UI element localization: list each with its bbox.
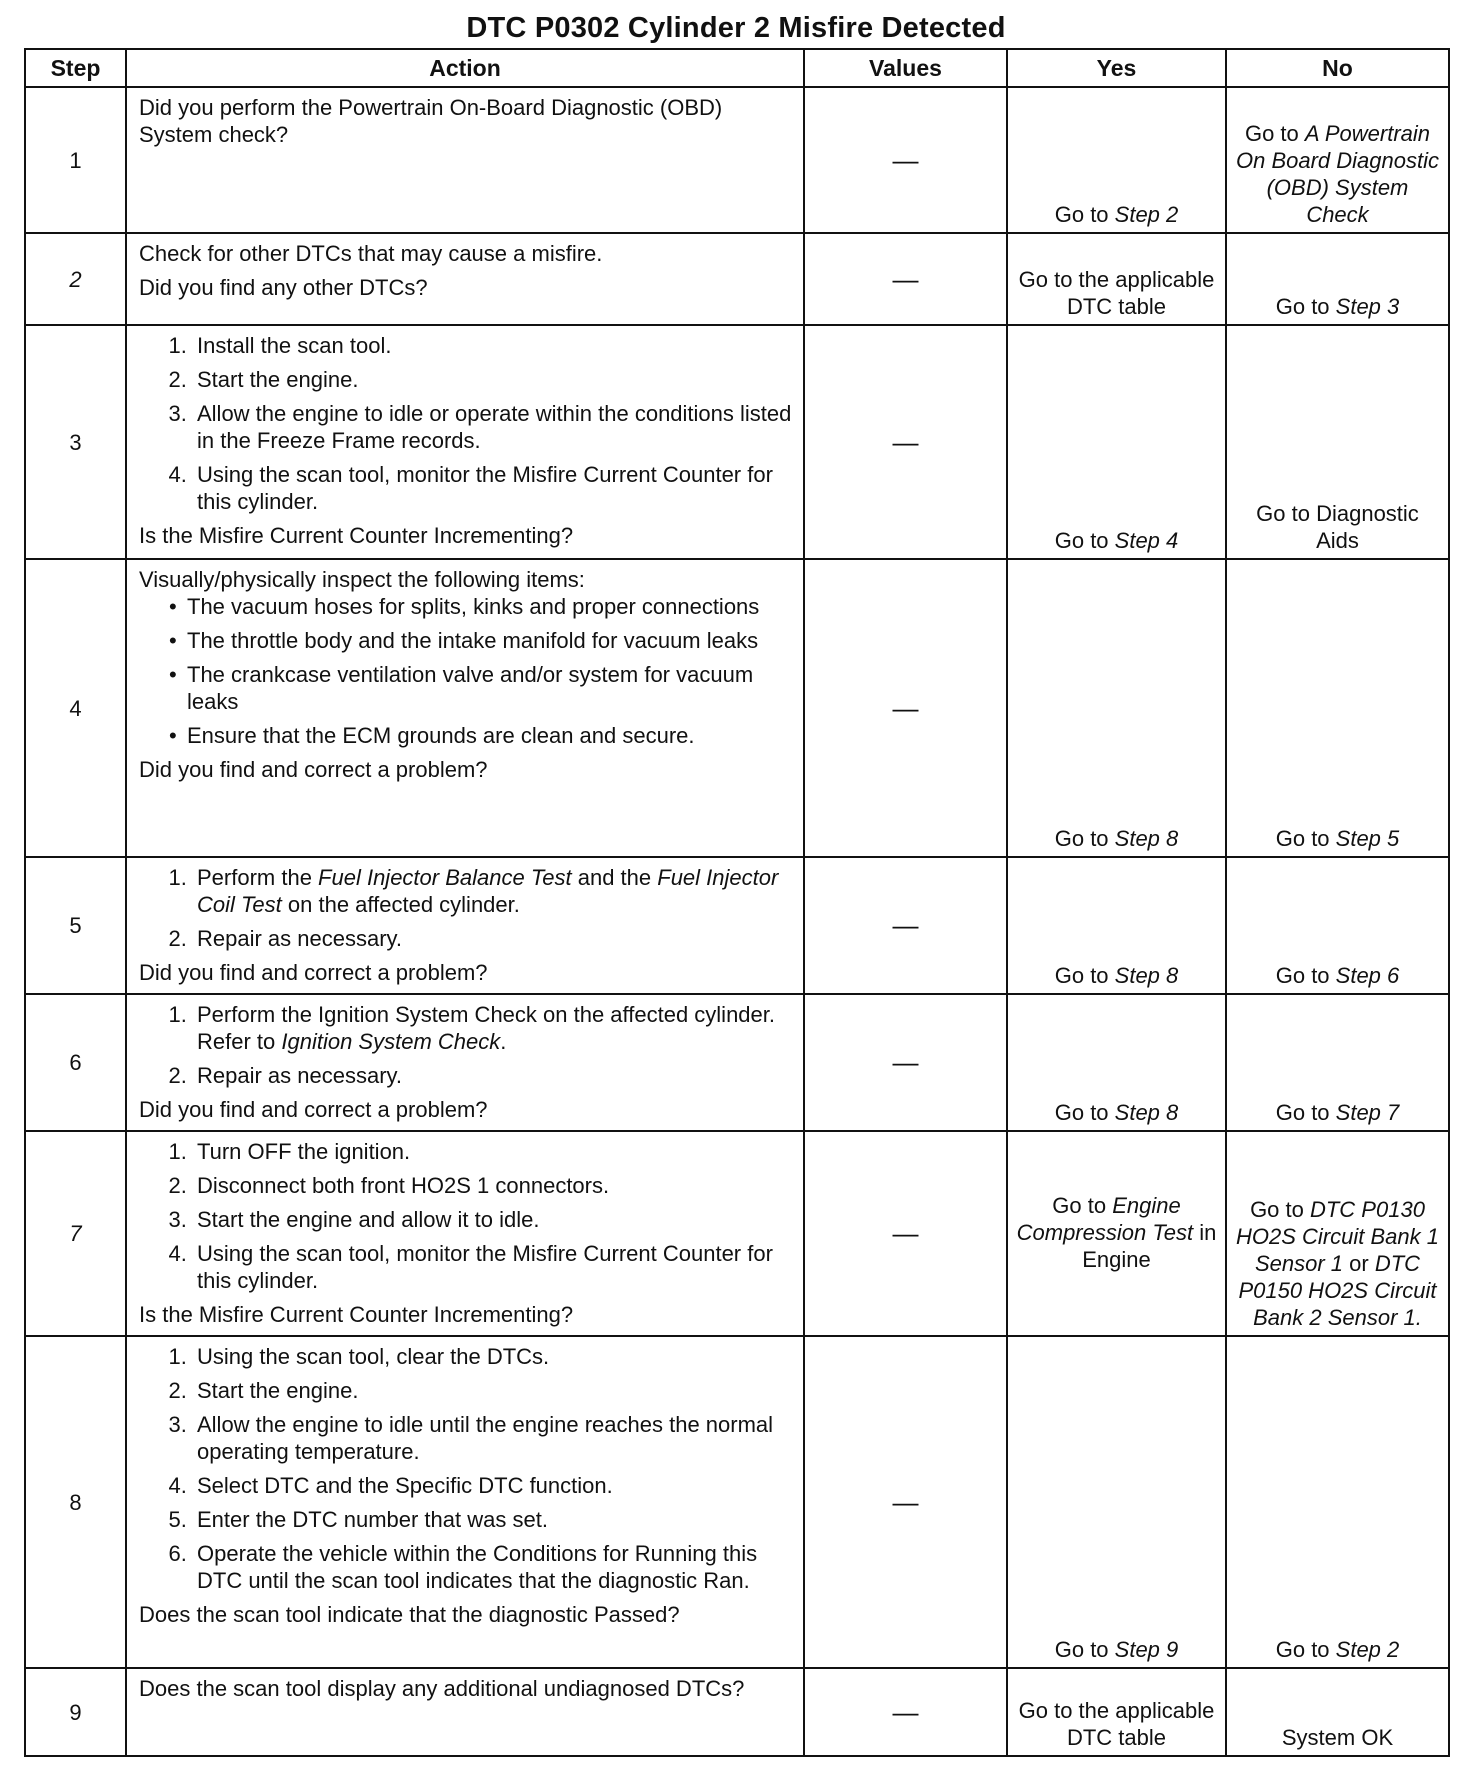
italic-reference: Fuel Injector Coil Test	[197, 865, 779, 917]
text-run: Enter the DTC number that was set.	[197, 1507, 548, 1532]
italic-reference: Step 5	[1335, 826, 1400, 851]
list-item	[193, 1343, 793, 1370]
italic-reference: Engine Compression Test	[1016, 1193, 1194, 1245]
numbered-list	[139, 864, 793, 952]
no-cell	[1226, 994, 1449, 1131]
text-run: Go to	[1054, 826, 1115, 851]
list-item	[193, 1001, 793, 1055]
action-cell	[126, 994, 804, 1131]
italic-reference: Step 8	[1114, 826, 1179, 851]
action-cell	[126, 1336, 804, 1668]
text-run: Go to	[1275, 826, 1336, 851]
text-run: Operate the vehicle within the Conditions for Running this DTC until the scan tool indicates that the diagnostic Ran.	[197, 1541, 758, 1593]
yes-cell	[1007, 994, 1226, 1131]
text-run: Perform the Ignition System Check on the affected cylinder. Refer to	[197, 1002, 776, 1054]
yes-cell	[1007, 857, 1226, 994]
yes-cell	[1007, 233, 1226, 325]
text-run: Repair as necessary.	[197, 926, 403, 951]
text-run: in Engine	[1082, 1220, 1217, 1272]
yes-cell	[1007, 87, 1226, 233]
list-item	[193, 1062, 793, 1089]
text-run: Allow the engine to idle until the engine reaches the normal operating temperature.	[197, 1412, 774, 1464]
numbered-list	[139, 1001, 793, 1089]
text-run: Install the scan tool.	[197, 333, 392, 358]
list-item	[187, 593, 793, 620]
table-header-row	[25, 49, 1449, 87]
text-run: Go to the applicable DTC table	[1018, 1698, 1215, 1750]
text-run: Go to	[1054, 528, 1115, 553]
italic-reference: Step 8	[1114, 1100, 1179, 1125]
column-header-action: Action	[126, 49, 804, 87]
list-item	[193, 1411, 793, 1465]
no-cell	[1226, 233, 1449, 325]
no-cell	[1226, 325, 1449, 559]
list-item	[193, 366, 793, 393]
list-item	[187, 722, 793, 749]
action-text: Visually/physically inspect the following items:	[139, 567, 585, 592]
action-text: Does the scan tool indicate that the diagnostic Passed?	[139, 1602, 680, 1627]
action-cell	[126, 325, 804, 559]
text-run: Turn OFF the ignition.	[197, 1139, 411, 1164]
values-cell: —	[804, 994, 1007, 1131]
italic-reference: Step 6	[1335, 963, 1400, 988]
text-run: Using the scan tool, monitor the Misfire Current Counter for this cylinder.	[197, 462, 773, 514]
list-item	[193, 1377, 793, 1404]
table-row	[25, 857, 1449, 994]
text-run: and the	[571, 865, 658, 890]
text-run: Go to	[1054, 202, 1115, 227]
text-run: Ensure that the ECM grounds are clean and secure.	[187, 723, 695, 748]
text-run: Go to	[1275, 1100, 1336, 1125]
numbered-list	[139, 1343, 793, 1594]
no-cell	[1226, 1668, 1449, 1756]
yes-cell	[1007, 559, 1226, 857]
yes-cell	[1007, 1131, 1226, 1336]
list-item	[193, 1540, 793, 1594]
action-text: Did you find and correct a problem?	[139, 1097, 488, 1122]
action-cell	[126, 233, 804, 325]
step-number: 8	[25, 1336, 126, 1668]
italic-reference: Ignition System Check	[281, 1029, 501, 1054]
no-cell	[1226, 1131, 1449, 1336]
italic-reference: Step 4	[1114, 528, 1179, 553]
text-run: The crankcase ventilation valve and/or system for vacuum leaks	[187, 662, 754, 714]
step-number: 5	[25, 857, 126, 994]
text-run: Disconnect both front HO2S 1 connectors.	[197, 1173, 610, 1198]
action-text: Did you find and correct a problem?	[139, 757, 488, 782]
text-run: .	[500, 1029, 507, 1054]
action-text: Does the scan tool display any additional undiagnosed DTCs?	[139, 1676, 745, 1701]
action-cell	[126, 857, 804, 994]
table-row	[25, 1336, 1449, 1668]
text-run: Go to	[1054, 1100, 1115, 1125]
no-cell	[1226, 559, 1449, 857]
text-run: Go to	[1275, 963, 1336, 988]
italic-reference: Step 2	[1114, 202, 1179, 227]
text-run: Go to	[1244, 121, 1305, 146]
table-row	[25, 87, 1449, 233]
text-run: The throttle body and the intake manifold for vacuum leaks	[187, 628, 759, 653]
text-run: Start the engine.	[197, 367, 359, 392]
text-run: Using the scan tool, clear the DTCs.	[197, 1344, 550, 1369]
action-cell	[126, 87, 804, 233]
column-header-no: No	[1226, 49, 1449, 87]
text-run: Using the scan tool, monitor the Misfire Current Counter for this cylinder.	[197, 1241, 773, 1293]
text-run: Go to	[1250, 1197, 1310, 1222]
action-cell	[126, 559, 804, 857]
table-row	[25, 1131, 1449, 1336]
yes-cell	[1007, 325, 1226, 559]
action-text: Is the Misfire Current Counter Incrementing?	[139, 523, 574, 548]
no-cell	[1226, 857, 1449, 994]
list-item	[193, 1240, 793, 1294]
text-run: System OK	[1281, 1725, 1394, 1750]
no-cell	[1226, 1336, 1449, 1668]
text-run: Go to	[1275, 1637, 1336, 1662]
values-cell: —	[804, 559, 1007, 857]
column-header-values: Values	[804, 49, 1007, 87]
diagnostic-table	[24, 48, 1450, 1757]
italic-reference: Step 9	[1114, 1637, 1179, 1662]
action-text: Did you find and correct a problem?	[139, 960, 488, 985]
page-title: DTC P0302 Cylinder 2 Misfire Detected	[466, 12, 1006, 44]
text-run: Select DTC and the Specific DTC function.	[197, 1473, 613, 1498]
action-cell	[126, 1131, 804, 1336]
step-number: 3	[25, 325, 126, 559]
text-run: Go to Diagnostic Aids	[1256, 501, 1419, 553]
values-cell: —	[804, 1336, 1007, 1668]
list-item	[193, 1172, 793, 1199]
table-row	[25, 1668, 1449, 1756]
values-cell: —	[804, 1668, 1007, 1756]
text-run: Start the engine and allow it to idle.	[197, 1207, 540, 1232]
action-text: Check for other DTCs that may cause a misfire.	[139, 241, 603, 266]
values-cell: —	[804, 325, 1007, 559]
text-run: Go to	[1275, 294, 1336, 319]
action-text: Is the Misfire Current Counter Incrementing?	[139, 1302, 574, 1327]
list-item	[193, 332, 793, 359]
list-item	[193, 864, 793, 918]
italic-reference: Fuel Injector Balance Test	[318, 865, 572, 890]
yes-cell	[1007, 1668, 1226, 1756]
step-number: 4	[25, 559, 126, 857]
list-item	[193, 1506, 793, 1533]
step-number: 9	[25, 1668, 126, 1756]
text-run: on the affected cylinder.	[281, 892, 520, 917]
numbered-list	[139, 332, 793, 515]
list-item	[193, 925, 793, 952]
values-cell: —	[804, 233, 1007, 325]
column-header-yes: Yes	[1007, 49, 1226, 87]
values-cell: —	[804, 1131, 1007, 1336]
italic-reference: Step 3	[1335, 294, 1400, 319]
text-run: Repair as necessary.	[197, 1063, 403, 1088]
bulleted-list	[139, 593, 793, 749]
table-row	[25, 559, 1449, 857]
italic-reference: DTC P0150 HO2S Circuit Bank 2 Sensor 1.	[1238, 1251, 1437, 1330]
text-run: The vacuum hoses for splits, kinks and proper connections	[187, 594, 760, 619]
list-item	[193, 461, 793, 515]
list-item	[193, 400, 793, 454]
column-header-step: Step	[25, 49, 126, 87]
step-number: 2	[25, 233, 126, 325]
step-number: 7	[25, 1131, 126, 1336]
list-item	[193, 1138, 793, 1165]
text-run: Go to	[1054, 963, 1115, 988]
text-run: Perform the	[197, 865, 319, 890]
text-run: Start the engine.	[197, 1378, 359, 1403]
table-row	[25, 994, 1449, 1131]
text-run: or	[1343, 1251, 1375, 1276]
list-item	[193, 1206, 793, 1233]
list-item	[193, 1472, 793, 1499]
values-cell: —	[804, 87, 1007, 233]
italic-reference: Step 2	[1335, 1637, 1400, 1662]
list-item	[187, 627, 793, 654]
text-run: Go to	[1052, 1193, 1113, 1218]
italic-reference: DTC P0130 HO2S Circuit Bank 1 Sensor 1	[1236, 1197, 1439, 1276]
text-run: Go to the applicable DTC table	[1018, 267, 1215, 319]
text-run: Allow the engine to idle or operate within the conditions listed in the Freeze Frame records.	[197, 401, 792, 453]
table-row	[25, 233, 1449, 325]
action-text: Did you find any other DTCs?	[139, 275, 428, 300]
action-cell	[126, 1668, 804, 1756]
step-number: 1	[25, 87, 126, 233]
list-item	[187, 661, 793, 715]
text-run: Go to	[1054, 1637, 1115, 1662]
yes-cell	[1007, 1336, 1226, 1668]
step-number: 6	[25, 994, 126, 1131]
table-row	[25, 325, 1449, 559]
italic-reference: A Powertrain On Board Diagnostic (OBD) System Check	[1236, 121, 1439, 227]
values-cell: —	[804, 857, 1007, 994]
no-cell	[1226, 87, 1449, 233]
action-text: Did you perform the Powertrain On-Board Diagnostic (OBD) System check?	[139, 95, 723, 147]
italic-reference: Step 8	[1114, 963, 1179, 988]
numbered-list	[139, 1138, 793, 1294]
italic-reference: Step 7	[1335, 1100, 1400, 1125]
table-body	[25, 87, 1449, 1756]
